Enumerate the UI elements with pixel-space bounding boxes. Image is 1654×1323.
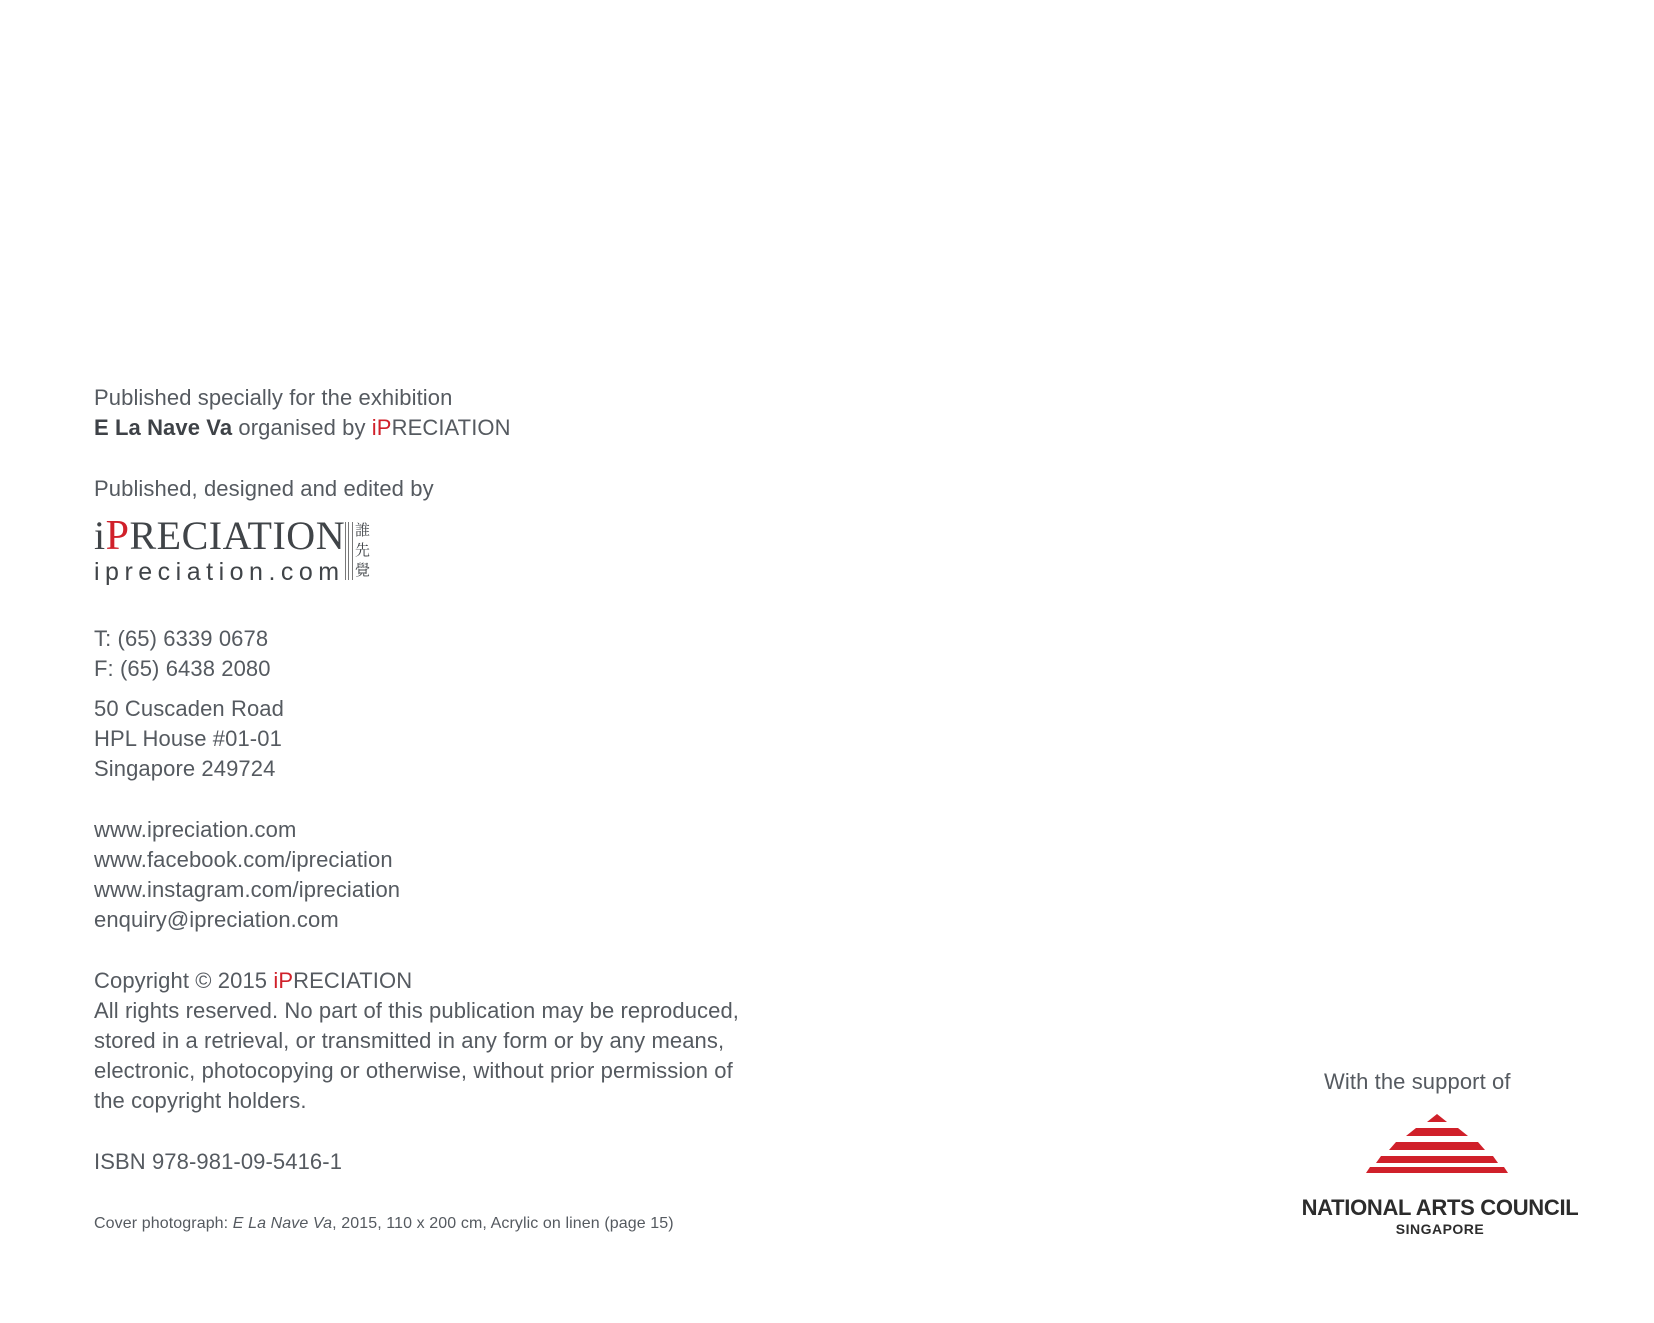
publisher-label: Published, designed and edited by [94,476,434,501]
exhibition-organiser-line [94,413,511,443]
rights-line-4: the copyright holders. [94,1088,307,1113]
isbn: ISBN 978-981-09-5416-1 [94,1149,343,1174]
logo-url: ipreciation.com [94,558,345,586]
instagram-link[interactable]: www.instagram.com/ipreciation [94,877,401,902]
copyright-line: Copyright © 2015 iPRECIATION [94,968,413,993]
nac-country: SINGAPORE [1395,1221,1485,1237]
brand-i: i [371,415,377,440]
logo-divider-bars [345,522,353,580]
address-line-1: 50 Cuscaden Road [94,696,284,721]
rights-line-1: All rights reserved. No part of this publication may be reproduced, [94,998,740,1023]
fax-number: F: (65) 6438 2080 [94,656,271,681]
logo-chinese-characters: 誰先覺 [355,521,371,579]
address-line-2: HPL House #01-01 [94,726,282,751]
rights-line-2: stored in a retrieval, or transmitted in any form or by any means, [94,1028,725,1053]
organised-by-text: organised by [232,415,372,440]
address-line-3: Singapore 249724 [94,756,276,781]
ipreciation-logo [94,513,346,586]
website-link[interactable]: www.ipreciation.com [94,817,297,842]
rights-line-3: electronic, photocopying or otherwise, without prior permission of [94,1058,733,1083]
nac-name: NATIONAL ARTS COUNCIL [1301,1195,1579,1220]
brand-p: P [376,415,392,440]
facebook-link[interactable]: www.facebook.com/ipreciation [94,847,393,872]
logo-wordmark: iPRECIATION [94,513,346,559]
exhibition-intro-line: Published specially for the exhibition [94,385,453,410]
email-link[interactable]: enquiry@ipreciation.com [94,907,339,932]
support-label: With the support of [1324,1069,1511,1094]
exhibition-title: E La Nave Va [94,415,233,440]
brand-rest: RECIATION [391,415,511,440]
cover-caption: Cover photograph: E La Nave Va, 2015, 110 x 200 cm, Acrylic on linen (page 15) [94,1215,674,1232]
cover-artwork-title: E La Nave Va [232,1215,333,1232]
national-arts-council-emblem [1362,1114,1512,1174]
phone-number: T: (65) 6339 0678 [94,626,269,651]
